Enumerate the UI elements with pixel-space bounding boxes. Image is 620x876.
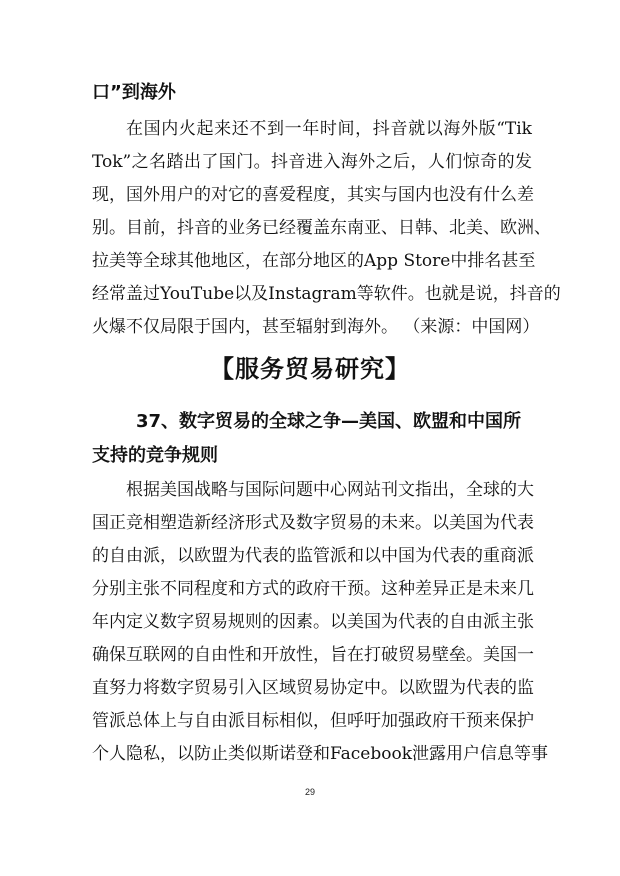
paragraph-line: 管派总体上与自由派目标相似，但呼吁加强政府干预来保护 bbox=[92, 711, 534, 731]
paragraph-line: 确保互联网的自由性和开放性，旨在打破贸易壁垒。美国一 bbox=[92, 645, 534, 665]
paragraph-line: 年内定义数字贸易规则的因素。以美国为代表的自由派主张 bbox=[92, 612, 534, 632]
paragraph-line: Tok”之名踏出了国门。抖音进入海外之后，人们惊奇的发 bbox=[92, 152, 532, 172]
paragraph-line: 别。目前，抖音的业务已经覆盖东南亚、日韩、北美、欧洲、 bbox=[92, 218, 551, 238]
paragraph-line: 根据美国战略与国际问题中心网站刊文指出，全球的大 bbox=[126, 480, 534, 500]
paragraph-line: 现，国外用户的对它的喜爱程度，其实与国内也没有什么差 bbox=[92, 185, 534, 205]
paragraph-line: 个人隐私，以防止类似斯诺登和Facebook泄露用户信息等事 bbox=[92, 744, 549, 764]
page-number: 29 bbox=[304, 787, 315, 797]
paragraph-line: 国正竞相塑造新经济形式及数字贸易的未来。以美国为代表 bbox=[92, 513, 534, 533]
section-title: 【服务贸易研究】 bbox=[210, 355, 410, 383]
article-heading: 支持的竞争规则 bbox=[92, 445, 218, 466]
paragraph-line: 分别主张不同程度和方式的政府干预。这种差异正是未来几 bbox=[92, 579, 534, 599]
paragraph-line: 直努力将数字贸易引入区域贸易协定中。以欧盟为代表的监 bbox=[92, 678, 534, 698]
continued-heading: 口”到海外 bbox=[92, 82, 176, 103]
paragraph-line: 在国内火起来还不到一年时间，抖音就以海外版“Tik bbox=[126, 119, 532, 139]
paragraph-line: 经常盖过YouTube以及Instagram等软件。也就是说，抖音的 bbox=[92, 284, 561, 304]
paragraph-line: 的自由派，以欧盟为代表的监管派和以中国为代表的重商派 bbox=[92, 546, 534, 566]
paragraph-line: 拉美等全球其他地区，在部分地区的App Store中排名甚至 bbox=[92, 251, 536, 271]
paragraph-line: 火爆不仅局限于国内，甚至辐射到海外。 （来源：中国网） bbox=[92, 317, 540, 337]
article-heading: 37、数字贸易的全球之争—美国、欧盟和中国所 bbox=[136, 411, 522, 432]
